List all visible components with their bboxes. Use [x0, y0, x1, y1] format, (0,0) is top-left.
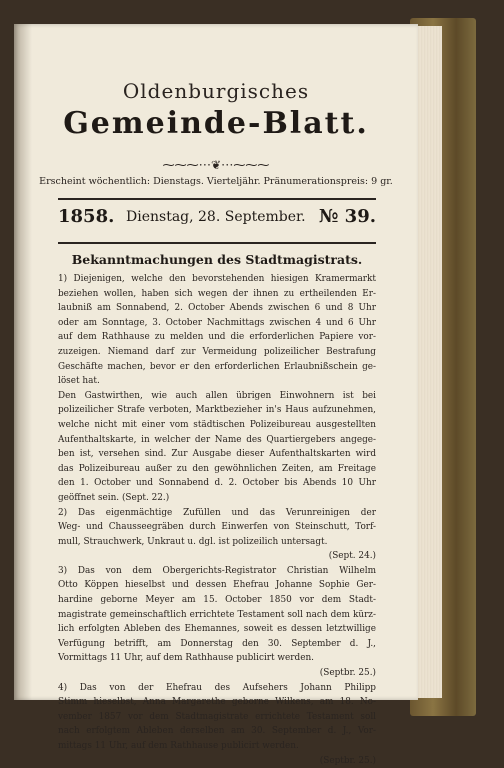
text-line: Stimm hieselbst, Anna Margarethe geborne Wilkens, am 18. No-	[58, 697, 376, 708]
text-line: 2) Das eigenmächtige Zufüllen und das Verunreinigen der	[58, 507, 376, 518]
rule-bottom	[58, 242, 376, 244]
issue-line	[58, 206, 376, 232]
text-line: löset hat.	[58, 376, 100, 387]
text-line: welche nicht mit einer vom städtischen Polizeibureau ausgestellten	[58, 419, 376, 430]
text-line: oder am Sonntage, 3. October Nachmittags zwischen 4 und 6 Uhr	[58, 317, 376, 328]
text-line: Verfügung betrifft, am Donnerstag den 30. September d. J.,	[58, 638, 376, 649]
text-line: das Polizeibureau außer zu den gewöhnlichen Zeiten, am Freitage	[58, 463, 376, 474]
text-line: hardine geborne Meyer am 15. October 1850 vor dem Stadt-	[58, 595, 376, 606]
text-line: lich erfolgten Ableben des Ehemannes, soweit es dessen letztwillige	[58, 624, 376, 635]
text-line: Weg- und Chausseegräben durch Einwerfen von Steinschutt, Torf-	[58, 522, 376, 533]
date-line: (Septbr. 25.)	[319, 755, 376, 766]
masthead-title: Gemeinde-Blatt.	[63, 106, 369, 141]
text-line: Vormittags 11 Uhr, auf dem Rathhause publicirt werden.	[58, 653, 314, 664]
text-line: zuzeigen. Niemand darf zur Vermeidung polizeilicher Bestrafung	[58, 346, 376, 357]
date-line: (Sept. 24.)	[328, 551, 376, 562]
text-line: polizeilicher Strafe verboten, Marktbezieher in's Haus aufzunehmen,	[58, 405, 376, 416]
text-line: auf dem Rathhause zu melden und die erforderlichen Papiere vor-	[58, 332, 376, 343]
rule-top	[58, 198, 376, 200]
newspaper-page	[14, 24, 418, 766]
text-line: 3) Das von dem Obergerichts-Registrator Christian Wilhelm	[58, 565, 376, 576]
text-line: geöffnet sein. (Sept. 22.)	[58, 492, 170, 503]
text-line: vember 1857 vor dem Stadtmagistrate errichtete Testament soll	[58, 711, 376, 722]
masthead-line1: Oldenburgisches	[122, 79, 310, 103]
subscription-line: Erscheint wöchentlich: Dienstags. Vierteljähr. Pränumerationspreis: 9 gr.	[39, 176, 393, 187]
text-line: mittags 11 Uhr, auf dem Rathhause publicirt werden.	[58, 741, 299, 751]
issue-number: № 39.	[318, 206, 376, 227]
text-line: nach erfolgtem Ableben derselben am 30. September d. J., Vor-	[58, 726, 376, 737]
issue-year: 1858.	[58, 206, 115, 227]
date-line: (Septbr. 25.)	[319, 668, 376, 679]
text-line: den 1. October und Sonnabend d. 2. October bis Abends 10 Uhr	[58, 478, 376, 489]
text-line: beziehen wollen, haben sich wegen der ihnen zu ertheilenden Er-	[58, 288, 376, 299]
text-line: 1) Diejenigen, welche den bevorstehenden hiesigen Kramermarkt	[58, 274, 376, 284]
issue-date: Dienstag, 28. September.	[126, 209, 306, 225]
text-line: Otto Köppen hieselbst und dessen Ehefrau Johanne Sophie Ger-	[58, 580, 376, 591]
text-line: laubniß am Sonnabend, 2. October Abends zwischen 6 und 8 Uhr	[58, 303, 376, 314]
text-line: Den Gastwirthen, wie auch allen übrigen Einwohnern ist bei	[58, 390, 376, 401]
text-line: Geschäfte machen, bevor er den erforderlichen Erlaubnißschein ge-	[58, 361, 376, 372]
text-line: mull, Strauchwerk, Unkraut u. dgl. ist polizeilich untersagt.	[58, 536, 328, 547]
section-title: Bekanntmachungen des Stadtmagistrats.	[71, 252, 363, 267]
text-line: Aufenthaltskarte, in welcher der Name des Quartiergebers angege-	[58, 434, 376, 445]
announcement-text	[58, 272, 376, 768]
ornament-divider: ⁓⁓⁓⋅⋅⋅❦⋅⋅⋅⁓⁓⁓	[162, 158, 270, 172]
text-line: magistrate gemeinschaftlich errichtete Testament soll nach dem kürz-	[58, 609, 376, 620]
text-line: 4) Das von der Ehefrau des Aufsehers Johann Philipp	[58, 682, 376, 693]
text-line: ben ist, versehen sind. Zur Ausgabe dieser Aufenthaltskarten wird	[58, 449, 376, 460]
